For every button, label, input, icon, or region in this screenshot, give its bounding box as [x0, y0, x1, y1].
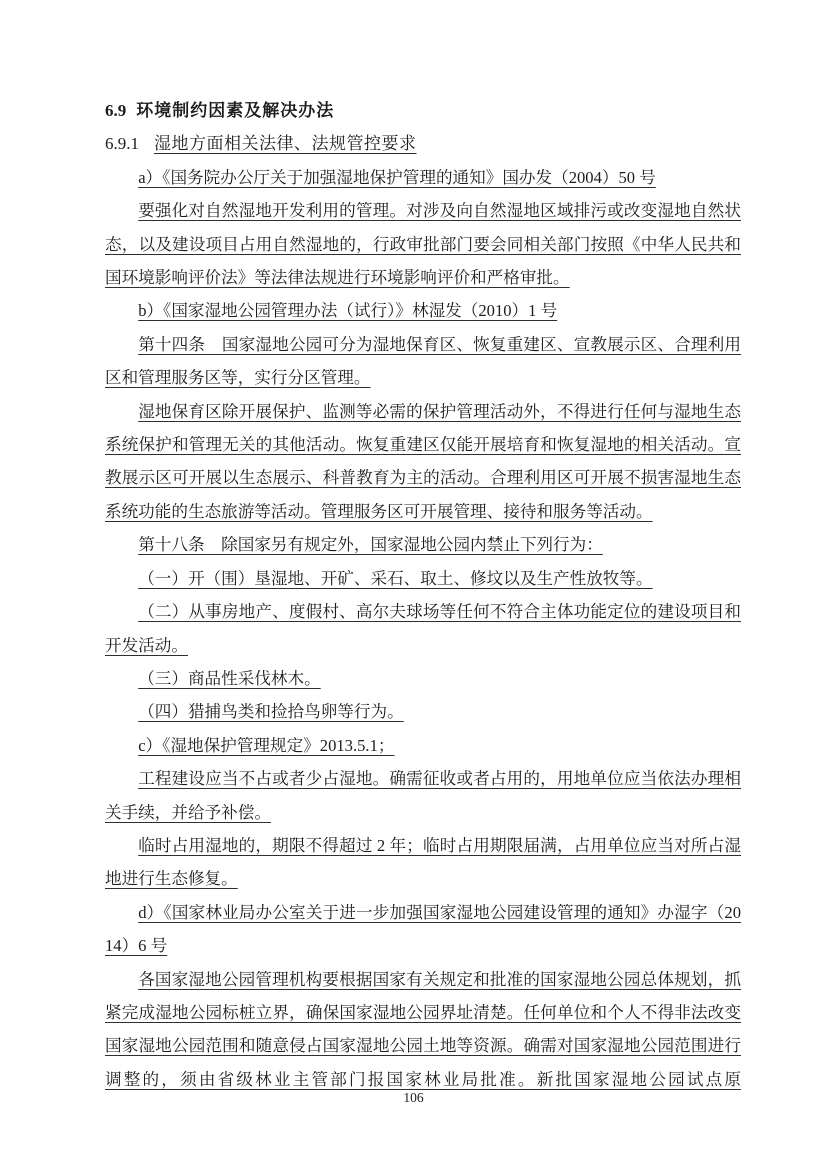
subsection-heading-title: 湿地方面相关法律、法规管控要求: [154, 134, 417, 154]
paragraph: 临时占用湿地的，期限不得超过 2 年；临时占用期限届满，占用单位应当对所占湿地进行生态修复。: [105, 835, 741, 889]
paragraph: b）《国家湿地公园管理办法（试行）》林湿发（2010）1 号: [138, 301, 558, 321]
paragraph: 第十八条 除国家另有规定外，国家湿地公园内禁止下列行为：: [138, 535, 603, 555]
paragraph: a）《国务院办公厅关于加强湿地保护管理的通知》国办发（2004）50 号: [138, 167, 656, 187]
paragraph: 要强化对自然湿地开发利用的管理。对涉及向自然湿地区域排污或改变湿地自然状态，以及建设项目占用自然湿地的，行政审批部门要会同相关部门按照《中华人民共和国环境影响评价法》等法律法规进行环境影响评价和严格审批。: [105, 201, 741, 288]
subsection-heading-number: 6.9.1: [105, 134, 139, 154]
paragraph: c）《湿地保护管理规定》2013.5.1；: [138, 735, 395, 755]
document-body: [105, 161, 741, 1096]
page-number: 106: [403, 1090, 424, 1105]
section-heading: [105, 94, 741, 127]
paragraph: （四）猎捕鸟类和捡拾鸟卵等行为。: [138, 702, 404, 722]
paragraph: （二）从事房地产、度假村、高尔夫球场等任何不符合主体功能定位的建设项目和开发活动。: [105, 602, 741, 655]
subsection-heading: [105, 127, 741, 160]
paragraph: 第十四条 国家湿地公园可分为湿地保育区、恢复重建区、宣教展示区、合理利用区和管理服务区等，实行分区管理。: [105, 334, 741, 388]
section-heading-number: 6.9: [105, 101, 127, 120]
paragraph: （三）商品性采伐林木。: [138, 668, 321, 688]
paragraph: 各国家湿地公园管理机构要根据国家有关规定和批准的国家湿地公园总体规划，抓紧完成湿地公园标桩立界，确保国家湿地公园界址清楚。任何单位和个人不得非法改变国家湿地公园范围和随意侵占国家湿地公园土地等资源。确需对国家湿地公园范围进行调整的，须由省级林业主管部门报国家林业局批准。新批国家湿地公园试点原: [105, 969, 741, 1089]
section-heading-title: 环境制约因素及解决办法: [136, 101, 335, 120]
paragraph: （一）开（围）垦湿地、开矿、采石、取土、修坟以及生产性放牧等。: [138, 568, 653, 588]
paragraph: 湿地保育区除开展保护、监测等必需的保护管理活动外，不得进行任何与湿地生态系统保护和管理无关的其他活动。恢复重建区仅能开展培育和恢复湿地的相关活动。宣教展示区可开展以生态展示、科普教育为主的活动。合理利用区可开展不损害湿地生态系统功能的生态旅游等活动。管理服务区可开展管理、接待和服务等活动。: [105, 401, 741, 521]
paragraph: 工程建设应当不占或者少占湿地。确需征收或者占用的，用地单位应当依法办理相关手续，并给予补偿。: [105, 769, 741, 822]
paragraph: d）《国家林业局办公室关于进一步加强国家湿地公园建设管理的通知》办湿字（2014）6 号: [105, 902, 741, 956]
